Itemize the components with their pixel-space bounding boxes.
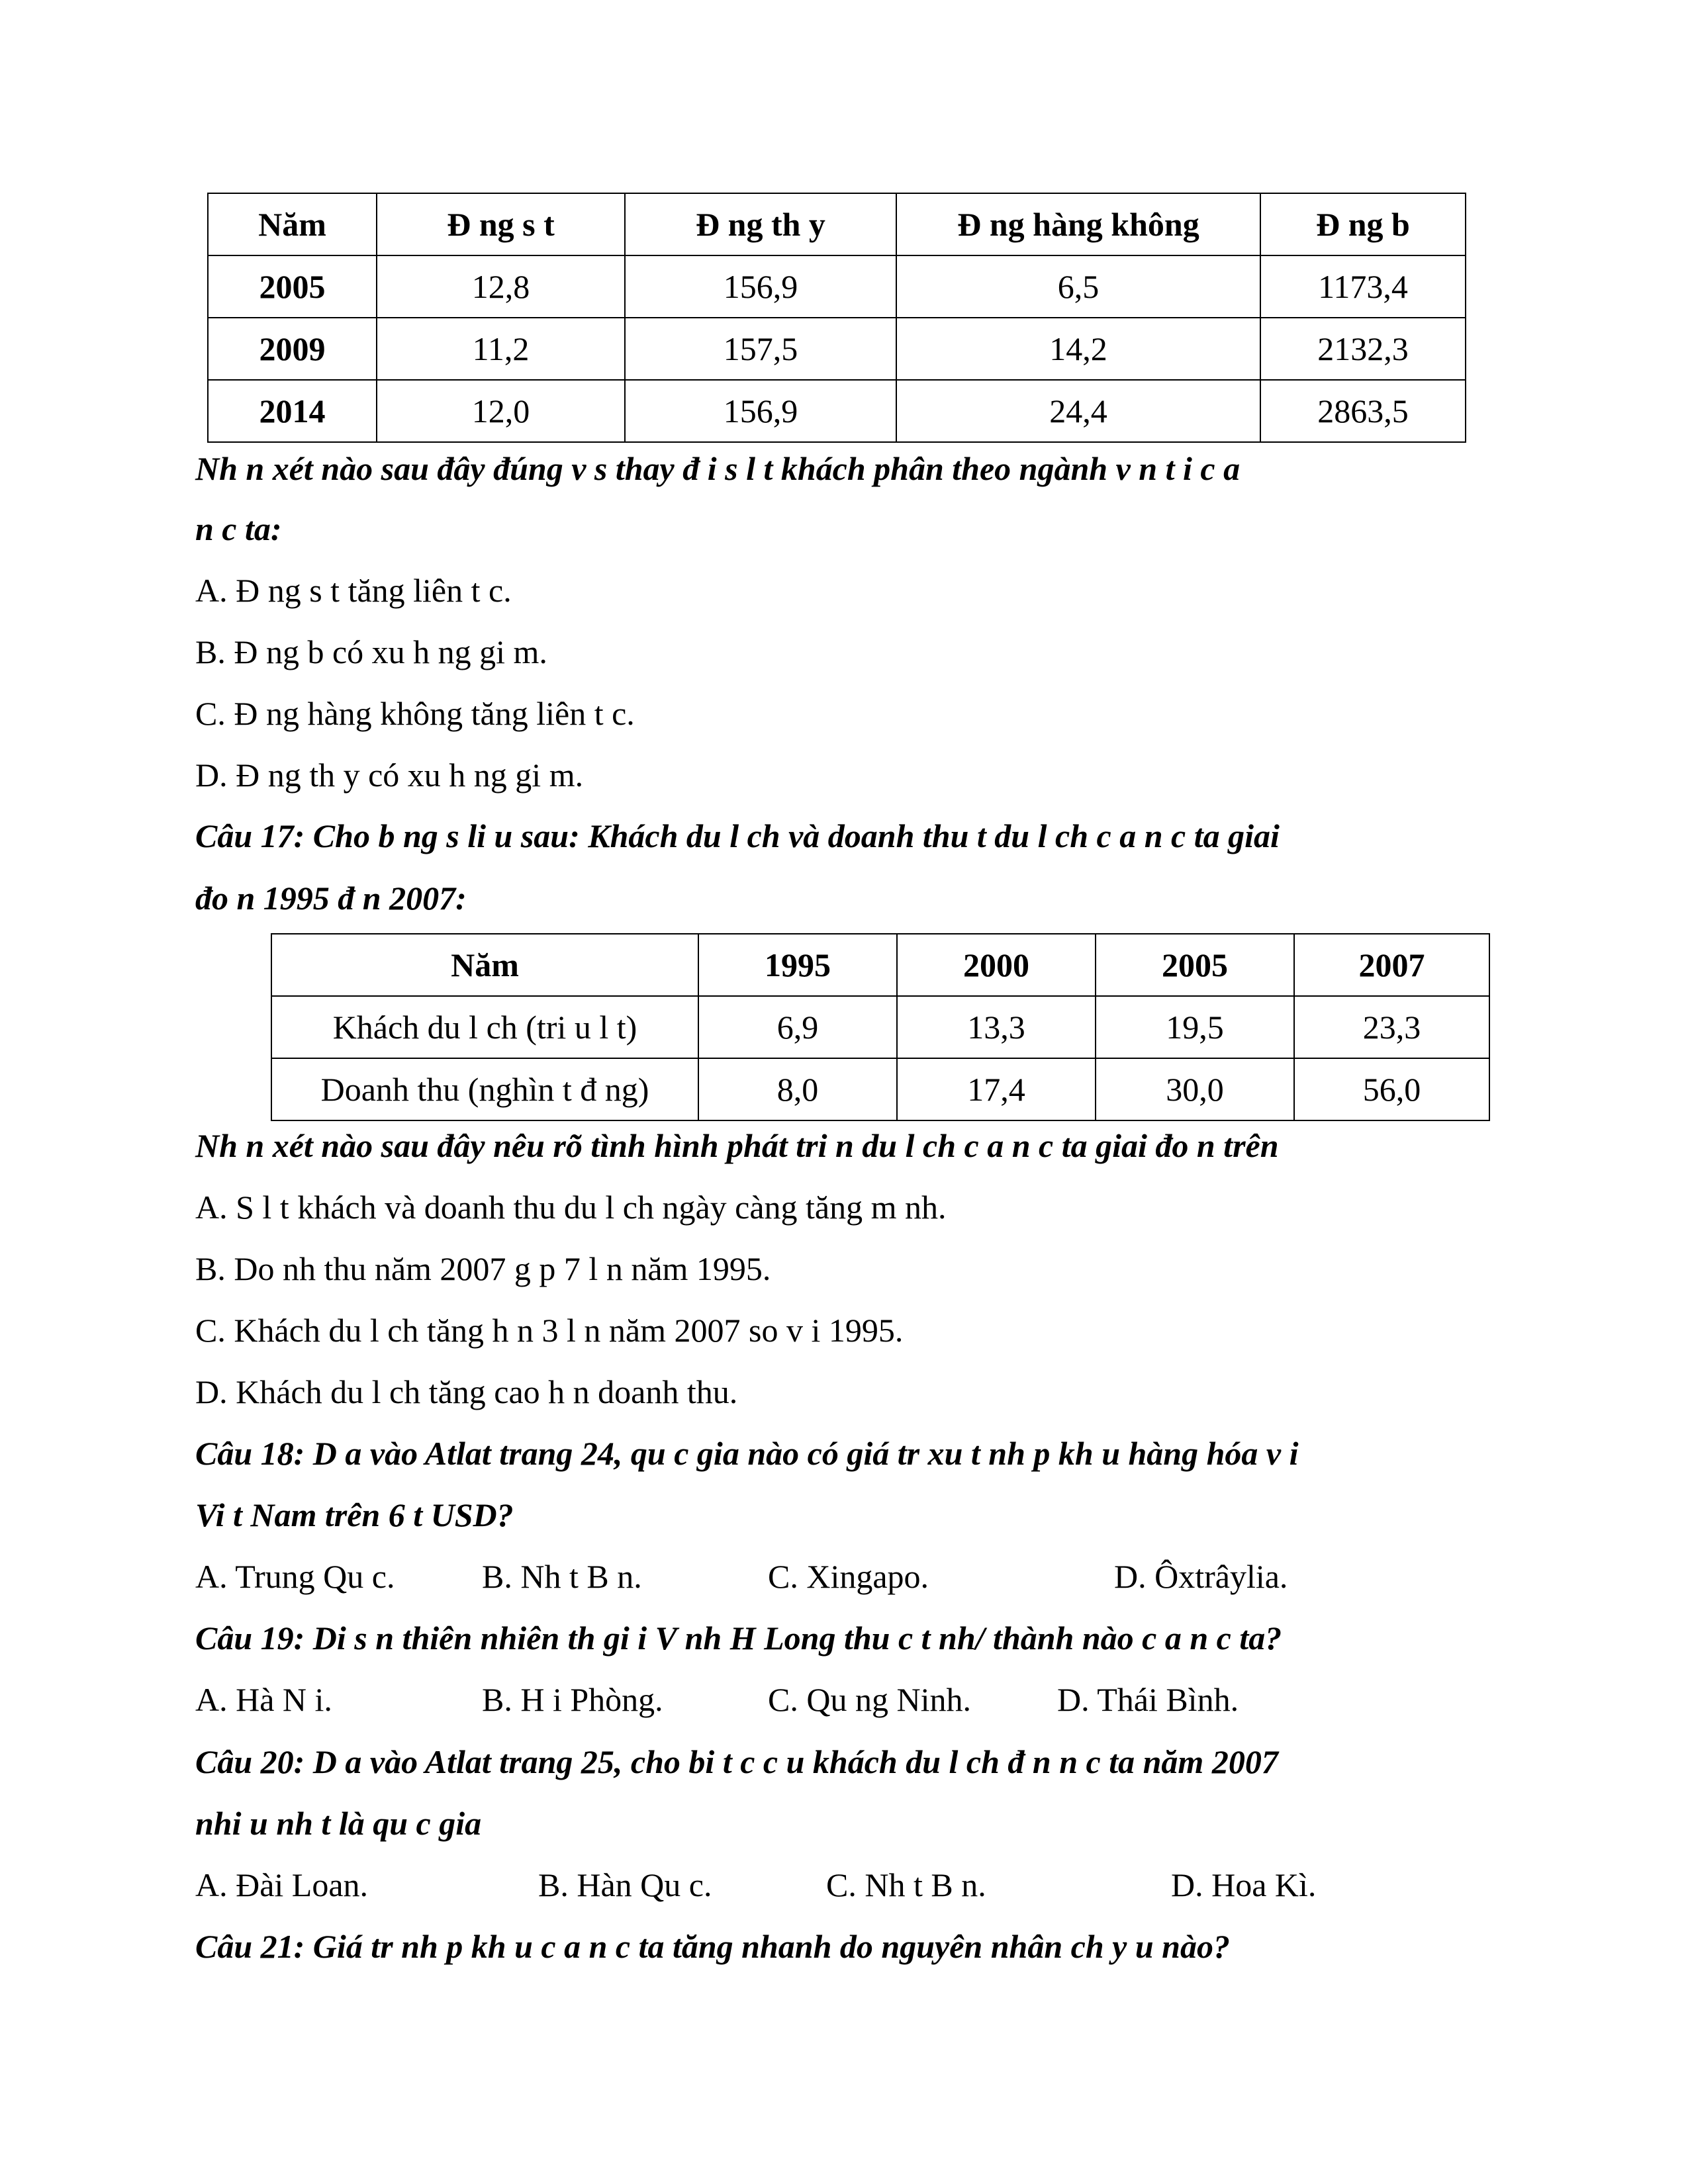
q19-option-b: B. H i Phòng. [482, 1681, 663, 1718]
q16-stem-line2: n c ta: [195, 510, 282, 547]
q17-stem-line1: Câu 17: Cho b ng s li u sau: Khách du l ch và doanh thu t du l ch c a n c ta giai [195, 817, 1280, 854]
q17-option-d: D. Khách du l ch tăng cao h n doanh thu. [195, 1373, 738, 1410]
row-label-cell: Doanh thu (nghìn t đ ng) [271, 1058, 698, 1120]
table-row [208, 318, 1466, 380]
year-cell: 2009 [208, 318, 377, 380]
q18-option-c: C. Xingapo. [768, 1558, 929, 1595]
table-row [208, 380, 1466, 442]
transport-passenger-table [207, 193, 1466, 443]
value-cell: 24,4 [896, 380, 1260, 442]
q16-option-c: C. Đ ng hàng không tăng liên t c. [195, 695, 635, 732]
value-cell: 157,5 [625, 318, 896, 380]
year-cell: 2014 [208, 380, 377, 442]
table-header-row [271, 934, 1489, 996]
value-cell: 12,8 [377, 255, 625, 318]
row-label-cell: Khách du l ch (tri u l t) [271, 996, 698, 1058]
q17-stem-line2: đo n 1995 đ n 2007: [195, 880, 467, 917]
header-cell-year: Năm [208, 193, 377, 255]
value-cell: 13,3 [897, 996, 1096, 1058]
q20-stem-line2: nhi u nh t là qu c gia [195, 1805, 482, 1842]
q18-option-d: D. Ôxtrâylia. [1114, 1558, 1288, 1595]
q20-option-b: B. Hàn Qu c. [538, 1866, 712, 1903]
value-cell: 156,9 [625, 255, 896, 318]
q16-option-d: D. Đ ng th y có xu h ng gi m. [195, 756, 584, 794]
q19-option-a: A. Hà N i. [195, 1681, 332, 1718]
q18-stem-line2: Vi t Nam trên 6 t USD? [195, 1496, 514, 1533]
value-cell: 2132,3 [1260, 318, 1466, 380]
q20-option-a: A. Đài Loan. [195, 1866, 369, 1903]
q20-option-c: C. Nh t B n. [826, 1866, 986, 1903]
q20-stem-line1: Câu 20: D a vào Atlat trang 25, cho bi t c c u khách du l ch đ n n c ta năm 2007 [195, 1743, 1278, 1780]
q16-stem-line1: Nh n xét nào sau đây đúng v s thay đ i s l t khách phân theo ngành v n t i c a [195, 450, 1241, 487]
value-cell: 30,0 [1096, 1058, 1294, 1120]
q21-stem: Câu 21: Giá tr nh p kh u c a n c ta tăng nhanh do nguyên nhân ch y u nào? [195, 1928, 1230, 1965]
q20-option-d: D. Hoa Kì. [1171, 1866, 1317, 1903]
q17-option-c: C. Khách du l ch tăng h n 3 l n năm 2007 so v i 1995. [195, 1312, 904, 1349]
value-cell: 19,5 [1096, 996, 1294, 1058]
q16-option-b: B. Đ ng b có xu h ng gi m. [195, 633, 547, 670]
tourism-table [271, 933, 1490, 1121]
value-cell: 2863,5 [1260, 380, 1466, 442]
table-header-row [208, 193, 1466, 255]
header-cell-year: Năm [271, 934, 698, 996]
q18-option-b: B. Nh t B n. [482, 1558, 642, 1595]
value-cell: 6,9 [698, 996, 897, 1058]
header-cell-2005: 2005 [1096, 934, 1294, 996]
q19-stem: Câu 19: Di s n thiên nhiên th gi i V nh H Long thu c t nh/ thành nào c a n c ta? [195, 1619, 1282, 1657]
header-cell-rail: Đ ng s t [377, 193, 625, 255]
q19-option-d: D. Thái Bình. [1057, 1681, 1239, 1718]
value-cell: 6,5 [896, 255, 1260, 318]
value-cell: 8,0 [698, 1058, 897, 1120]
value-cell: 156,9 [625, 380, 896, 442]
value-cell: 11,2 [377, 318, 625, 380]
value-cell: 17,4 [897, 1058, 1096, 1120]
q17-option-a: A. S l t khách và doanh thu du l ch ngày càng tăng m nh. [195, 1189, 947, 1226]
q17-option-b: B. Do nh thu năm 2007 g p 7 l n năm 1995. [195, 1250, 771, 1287]
header-cell-airway: Đ ng hàng không [896, 193, 1260, 255]
table-row [208, 255, 1466, 318]
q16-option-a: A. Đ ng s t tăng liên t c. [195, 572, 512, 609]
table-row [271, 996, 1489, 1058]
value-cell: 23,3 [1294, 996, 1489, 1058]
q18-stem-line1: Câu 18: D a vào Atlat trang 24, qu c gia nào có giá tr xu t nh p kh u hàng hóa v i [195, 1435, 1299, 1472]
value-cell: 56,0 [1294, 1058, 1489, 1120]
header-cell-waterway: Đ ng th y [625, 193, 896, 255]
header-cell-2007: 2007 [1294, 934, 1489, 996]
header-cell-road: Đ ng b [1260, 193, 1466, 255]
table-row [271, 1058, 1489, 1120]
header-cell-1995: 1995 [698, 934, 897, 996]
year-cell: 2005 [208, 255, 377, 318]
value-cell: 1173,4 [1260, 255, 1466, 318]
q17-question: Nh n xét nào sau đây nêu rõ tình hình phát tri n du l ch c a n c ta giai đo n trên [195, 1127, 1279, 1164]
q19-option-c: C. Qu ng Ninh. [768, 1681, 971, 1718]
header-cell-2000: 2000 [897, 934, 1096, 996]
value-cell: 12,0 [377, 380, 625, 442]
q18-option-a: A. Trung Qu c. [195, 1558, 395, 1595]
value-cell: 14,2 [896, 318, 1260, 380]
